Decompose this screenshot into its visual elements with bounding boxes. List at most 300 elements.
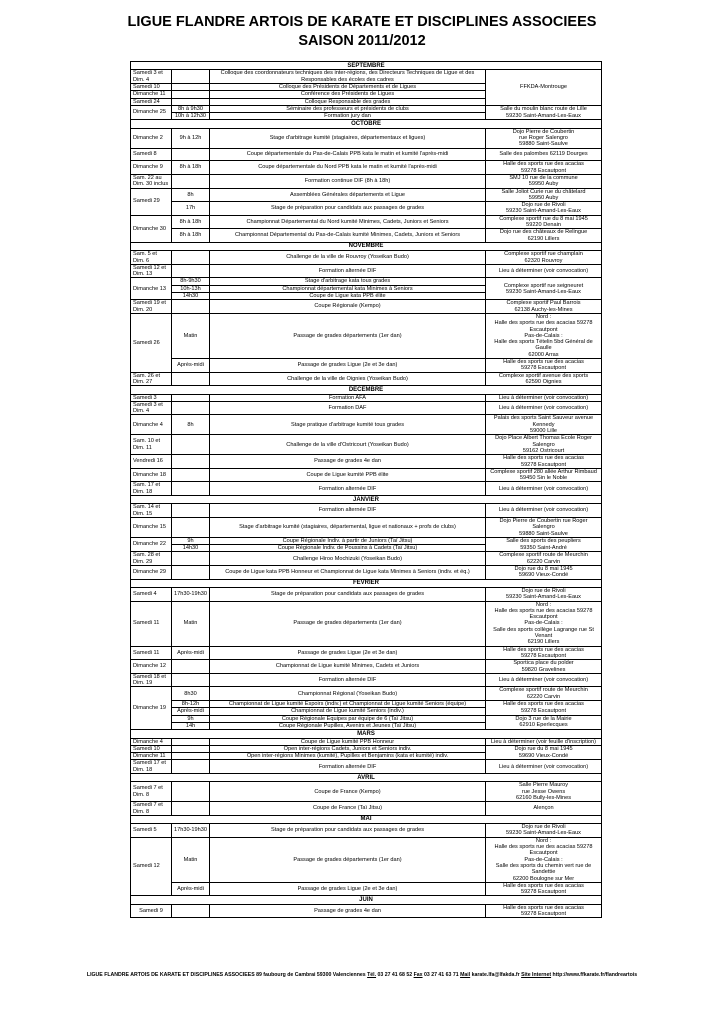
event-time: 17h30-19h30	[172, 587, 210, 601]
event-row	[131, 837, 602, 882]
month-header-row	[131, 815, 602, 823]
event-date: Dimanche 25	[131, 105, 172, 120]
event-time: 8h à 18h	[172, 215, 210, 229]
text-line: Halle des sports rue des acacias	[503, 359, 584, 365]
event-time	[172, 372, 210, 386]
event-row	[131, 229, 602, 243]
text-line: 59690 Vieux-Condé	[518, 752, 569, 759]
event-row	[131, 738, 602, 745]
event-activity: Formation jury dan	[210, 113, 486, 120]
text-line: 59880 Saint-Saulve	[519, 530, 568, 537]
event-location: Lieu à déterminer (voir convocation)	[486, 673, 602, 687]
month-header: MARS	[131, 730, 602, 738]
event-date: Sam. 22 au Dim. 30 inclus	[131, 174, 172, 188]
event-location: FFKDA-Montrouge	[486, 70, 602, 105]
event-location	[486, 745, 602, 760]
event-location	[486, 278, 602, 300]
event-location	[486, 700, 602, 715]
event-location: Salle des palombes 62119 Dourges	[486, 148, 602, 161]
footer-mail[interactable]: karate.lfa@lfakda.fr	[471, 972, 520, 978]
event-row	[131, 646, 602, 660]
event-location	[486, 215, 602, 229]
event-activity: Stage d'arbitrage kumité (stagiaires, départementaux et ligues)	[210, 128, 486, 148]
month-header: DECEMBRE	[131, 386, 602, 394]
event-time	[172, 455, 210, 469]
event-date: Samedi 19 et Dim. 20	[131, 300, 172, 314]
event-date: Sam. 28 et Dim. 29	[131, 552, 172, 566]
event-location	[486, 229, 602, 243]
event-date: Dimanche 15	[131, 517, 172, 537]
text-line: Dojo rue de Rivoli	[521, 587, 566, 594]
event-time	[172, 98, 210, 105]
event-time: 9h	[172, 537, 210, 544]
event-time	[172, 83, 210, 90]
text-line: Halle des sports rue des acacias 59278 Escautpont	[494, 844, 593, 857]
text-line: 62910 Eperlecques	[519, 722, 568, 729]
event-time	[172, 148, 210, 161]
text-line: 59162 Ostricourt	[522, 447, 565, 454]
event-location	[486, 837, 602, 882]
event-activity: Stage de préparation pour candidats aux passages de grades	[210, 202, 486, 216]
event-location	[486, 660, 602, 674]
event-row	[131, 782, 602, 802]
footer-tel: 03 27 41 68 52	[377, 972, 413, 978]
event-date: Sam. 17 et Dim. 18	[131, 482, 172, 496]
text-line: 59278 Escautpont	[520, 889, 567, 896]
event-activity: Open inter-régions Cadets, Juniors et Seniors indiv.	[210, 745, 486, 752]
event-time: 14h30	[172, 293, 210, 300]
text-line: Pas-de-Calais :	[524, 856, 563, 863]
event-row	[131, 760, 602, 774]
event-date: Samedi 10	[131, 745, 172, 752]
month-header: FEVRIER	[131, 579, 602, 587]
month-header: SEPTEMBRE	[131, 62, 602, 70]
event-location: Lieu à déterminer (voir convocation)	[486, 401, 602, 415]
text-line: Complexe sportif 280 allée Arthur Rimbaud	[490, 468, 597, 475]
event-activity: Coupe Régionale Indiv. à partir de Juniors (Taï Jitsu)	[210, 537, 486, 544]
event-activity: Passage de grades Ligue (2e et 3e dan)	[210, 359, 486, 373]
event-time	[172, 70, 210, 84]
text-line: 59278 Escautpont	[520, 652, 567, 659]
event-location	[486, 566, 602, 580]
footer-fax: 03 27 41 63 71	[423, 972, 459, 978]
event-activity: Championnat de Ligue kumité Espoirs (indiv.) et Championnat de Ligue kumité Seniors (équipe)	[210, 700, 486, 707]
event-time: 10h à 12h30	[172, 113, 210, 120]
event-row	[131, 394, 602, 401]
event-row	[131, 468, 602, 482]
event-activity: Passage de grades Ligue (2e et 3e dan)	[210, 882, 486, 896]
event-date: Samedi 4	[131, 587, 172, 601]
text-line: Salle des sports des peupliers	[506, 538, 581, 545]
event-row	[131, 482, 602, 496]
month-header-row	[131, 386, 602, 394]
event-row	[131, 188, 602, 202]
month-header-row	[131, 120, 602, 128]
event-date: Sam. 26 et Dim. 27	[131, 372, 172, 386]
event-date: Samedi 18 et Dim. 19	[131, 673, 172, 687]
event-time	[172, 738, 210, 745]
event-time	[172, 300, 210, 314]
event-activity: Championnat de Ligue kumité Minimes, Cadets et Juniors	[210, 660, 486, 674]
event-date: Dimanche 30	[131, 215, 172, 242]
season-title: SAISON 2011/2012	[298, 33, 426, 49]
event-activity: Formation alternée DIF	[210, 482, 486, 496]
event-time	[172, 174, 210, 188]
text-line: 59230 Saint-Amand-Les-Eaux	[506, 208, 581, 215]
event-activity: Formation alternée DIF	[210, 760, 486, 774]
text-line: 59690 Vieux-Condé	[518, 572, 569, 579]
event-row	[131, 601, 602, 646]
event-date: Samedi 24	[131, 98, 172, 105]
event-date: Samedi 3	[131, 394, 172, 401]
event-location: Lieu à déterminer (voir convocation)	[486, 504, 602, 518]
text-line: Salle des sports collège Lagrange rue St Venant	[493, 626, 594, 640]
event-activity: Open inter-régions Minimes (kumité), Pupilles et Benjamins (kata et kumité) indiv.	[210, 753, 486, 760]
event-row	[131, 566, 602, 580]
text-line: Dojo 3 rue de la Mairie	[515, 716, 572, 723]
text-line: Halle des sports rue des acacias	[503, 646, 584, 653]
footer-org: LIGUE FLANDRE ARTOIS DE KARATE ET DISCIPLINES ASSOCIEES 89 faubourg de Cambrai 59300 Valenciennes	[86, 972, 366, 978]
event-time: Après-midi	[172, 646, 210, 660]
event-location	[486, 882, 602, 896]
footer-site[interactable]: http://www.ffkarate.fr/flandreartois	[552, 972, 638, 978]
event-date: Dimanche 11	[131, 91, 172, 98]
text-line: Nord :	[535, 313, 552, 320]
month-header-row	[131, 774, 602, 782]
event-activity: Passage de grades 4e dan	[210, 904, 486, 918]
event-row	[131, 105, 602, 112]
month-header-row	[131, 896, 602, 904]
event-time: 8h à 9h30	[172, 105, 210, 112]
event-activity: Coupe de France (Taï Jitsu)	[210, 802, 486, 816]
event-date: Samedi 26	[131, 313, 172, 372]
event-time: Matin	[172, 837, 210, 882]
text-line: 59230 Saint-Amand-Les-Eaux	[506, 830, 581, 837]
event-location	[486, 415, 602, 435]
event-location	[486, 468, 602, 482]
event-activity: Passage de grades départements (1er dan)	[210, 313, 486, 358]
event-row	[131, 882, 602, 896]
text-line: 59220 Denain	[526, 222, 561, 229]
month-header-row	[131, 242, 602, 250]
calendar-table	[130, 61, 602, 918]
event-time: 17h	[172, 202, 210, 216]
month-header: JANVIER	[131, 495, 602, 503]
event-location	[486, 587, 602, 601]
event-time	[172, 660, 210, 674]
event-row	[131, 517, 602, 537]
event-activity: Coupe départementale du Pas-de-Calais PPB kata le matin et kumité l'après-midi	[210, 148, 486, 161]
text-line: 59230 Saint-Amand-Les-Eaux	[506, 594, 581, 601]
footer-site-label: Site Internet	[521, 972, 552, 978]
text-line: 59278 Escautpont	[520, 911, 567, 918]
text-line: 59230 Saint-Amand-Les-Eaux	[506, 288, 581, 295]
event-location	[486, 552, 602, 566]
text-line: Salle Joliot Curie rue du châtelard	[501, 188, 586, 195]
event-activity: Coupe de Ligue kumité PPB élite	[210, 468, 486, 482]
text-line: Sportica place du polder	[513, 660, 574, 667]
text-line: Dojo rue de Rivoli	[521, 824, 566, 831]
month-header: OCTOBRE	[131, 120, 602, 128]
event-location	[486, 359, 602, 373]
event-time: 8h-9h30	[172, 278, 210, 285]
event-time: 8h	[172, 415, 210, 435]
event-location	[486, 313, 602, 358]
text-line: 62190 Lillers	[527, 235, 560, 242]
text-line: 62200 Boulogne sur Mer	[512, 875, 575, 882]
text-line: Dojo Pierre de Coubertin rue Roger Salengro	[499, 517, 588, 531]
event-date: Dimanche 12	[131, 660, 172, 674]
event-location: Lieu à déterminer (voir convocation)	[486, 760, 602, 774]
event-location: Lieu à déterminer (voir feuille d'inscription)	[486, 738, 602, 745]
event-row	[131, 587, 602, 601]
event-location	[486, 202, 602, 216]
event-date: Samedi 7 et Dim. 8	[131, 802, 172, 816]
event-location	[486, 188, 602, 202]
text-line: Halle des sports rue des acacias	[503, 882, 584, 889]
event-activity: Formation alternée DIF	[210, 504, 486, 518]
event-activity: Colloque des Présidents de Départements et de Ligues	[210, 83, 486, 90]
event-row	[131, 264, 602, 278]
text-line: Palais des sports Saint Sauveur avenue Kennedy	[493, 415, 594, 428]
event-row	[131, 128, 602, 148]
event-activity: Coupe Régionale Pupilles, Avenirs et Jeunes (Taï Jitsu)	[210, 722, 486, 729]
month-header: JUIN	[131, 896, 602, 904]
event-activity: Championnat Départemental du Nord kumité Minimes, Cadets, Juniors et Seniors	[210, 215, 486, 229]
event-date: Dimanche 22	[131, 537, 172, 552]
event-activity: Coupe de Ligue kata PPB élite	[210, 293, 486, 300]
event-row	[131, 745, 602, 752]
event-activity: Passage de grades départements (1er dan)	[210, 837, 486, 882]
event-activity: Passage de grades Ligue (2e et 3e dan)	[210, 646, 486, 660]
event-activity: Séminaire des professeurs et présidents de clubs	[210, 105, 486, 112]
event-time: 8h	[172, 188, 210, 202]
event-date: Samedi 3 et Dim. 4	[131, 70, 172, 84]
event-activity: Championnat Départemental du Pas-de-Calais kumité Minimes, Cadets, Juniors et Seniors	[210, 229, 486, 243]
event-location	[486, 128, 602, 148]
event-activity: Stage pratique d'arbitrage kumité tous grades	[210, 415, 486, 435]
event-location	[486, 904, 602, 918]
text-line: rue Jesse Owens	[521, 788, 566, 795]
event-activity: Stage de préparation pour candidats aux passages de grades	[210, 587, 486, 601]
text-line: Complexe sportif rue seigneuret	[503, 282, 584, 289]
event-row	[131, 148, 602, 161]
event-row	[131, 70, 602, 84]
event-time	[172, 251, 210, 265]
event-location	[486, 251, 602, 265]
event-row	[131, 300, 602, 314]
event-time	[172, 760, 210, 774]
event-time	[172, 264, 210, 278]
event-row	[131, 660, 602, 674]
text-line: 62590 Oignies	[525, 378, 562, 385]
text-line: Complexe sportif avenue des sports	[498, 372, 589, 379]
event-row	[131, 700, 602, 707]
event-date: Sam. 14 et Dim. 15	[131, 504, 172, 518]
text-line: Dojo Place Albert Thomas Ecole Roger Salengro	[495, 435, 592, 448]
event-activity: Stage d'arbitrage kumité (stagiaires, départemental, ligue et nationaux + profs de clubs)	[210, 517, 486, 537]
event-date: Samedi 11	[131, 601, 172, 646]
text-line: 59820 Gravelines	[521, 666, 566, 673]
month-header-row	[131, 495, 602, 503]
event-activity: Coupe de France (Kempo)	[210, 782, 486, 802]
event-activity: Formation alternée DIF	[210, 264, 486, 278]
event-time	[172, 517, 210, 537]
event-row	[131, 401, 602, 415]
event-time: 8h à 18h	[172, 229, 210, 243]
event-time: 14h	[172, 722, 210, 729]
text-line: Complexe sportif Paul Barrois	[506, 300, 581, 307]
text-line: Pas-de-Calais :	[524, 332, 563, 339]
text-line: Halle des sports rue des acacias	[503, 904, 584, 911]
event-activity: Coupe Régionale Equipes par équipe de 6 (Taï Jitsu)	[210, 715, 486, 722]
event-location	[486, 455, 602, 469]
event-date: Dimanche 13	[131, 278, 172, 300]
event-activity: Passage de grades 4e dan	[210, 455, 486, 469]
event-row	[131, 904, 602, 918]
event-activity: Coupe Régionale Indiv. de Poussins à Cadets (Taï Jitsu)	[210, 545, 486, 552]
event-location: Lieu à déterminer (voir convocation)	[486, 482, 602, 496]
text-line: Dojo rue du 8 mai 1945	[514, 566, 573, 572]
event-activity: Passage de grades départements (1er dan)	[210, 601, 486, 646]
event-row	[131, 202, 602, 216]
event-location	[486, 372, 602, 386]
event-activity: Coupe de Ligue kata PPB Honneur et Championnat de Ligue kata Minimes à Seniors (indiv. et éq.)	[210, 566, 486, 580]
event-time	[172, 782, 210, 802]
event-time	[172, 753, 210, 760]
event-time: Après-midi	[172, 882, 210, 896]
footer-fax-label: Fax	[413, 972, 423, 978]
text-line: 59950 Auby	[528, 194, 559, 201]
text-line: Pas-de-Calais :	[524, 620, 563, 627]
event-row	[131, 278, 602, 285]
event-activity: Championnat de Ligue kumité Seniors (indiv.)	[210, 708, 486, 715]
text-line: Dojo rue des châteaux de Relingue	[499, 229, 588, 236]
event-row	[131, 504, 602, 518]
text-line: Salle Pierre Mauroy	[518, 782, 569, 789]
event-row	[131, 687, 602, 701]
text-line: Halle des sports rue des acacias 59278 Escautpont	[494, 607, 593, 621]
event-time: 17h30-19h30	[172, 824, 210, 838]
month-header: MAI	[131, 815, 602, 823]
event-date: Samedi 29	[131, 188, 172, 215]
event-location	[486, 435, 602, 455]
event-date: Samedi 5	[131, 824, 172, 838]
event-location: Alençon	[486, 802, 602, 816]
text-line: Nord :	[535, 837, 552, 844]
event-location	[486, 824, 602, 838]
event-date: Samedi 3 et Dim. 4	[131, 401, 172, 415]
event-time: 8h-12h	[172, 700, 210, 707]
text-line: 62190 Lillers	[527, 639, 560, 646]
event-row	[131, 415, 602, 435]
event-date: Dimanche 19	[131, 687, 172, 730]
event-location	[486, 517, 602, 537]
event-time: 10h-13h	[172, 285, 210, 292]
event-date: Samedi 8	[131, 148, 172, 161]
event-location	[486, 174, 602, 188]
event-activity: Colloque Responsable des grades	[210, 98, 486, 105]
event-activity: Coupe Régionale (Kempo)	[210, 300, 486, 314]
text-line: Dojo rue de Rivoli	[521, 202, 566, 209]
event-location	[486, 601, 602, 646]
text-line: Dojo Pierre de Coubertin	[512, 128, 575, 135]
event-time	[172, 745, 210, 752]
event-location	[486, 161, 602, 175]
month-header-row	[131, 62, 602, 70]
event-row	[131, 715, 602, 722]
event-activity: Stage de préparation pour candidats aux passages de grades	[210, 824, 486, 838]
event-row	[131, 552, 602, 566]
text-line: Salle du moulin blanc route de Lille	[500, 106, 587, 113]
footer	[0, 972, 724, 978]
event-date: Dimanche 4	[131, 415, 172, 435]
text-line: Dojo rue du 8 mai 1945	[514, 746, 573, 753]
event-activity: Challenge de la ville d'Ostricourt (Yoseikan Budo)	[210, 435, 486, 455]
event-date: Sam. 10 et Dim. 11	[131, 435, 172, 455]
event-row	[131, 251, 602, 265]
event-activity: Colloque des coordonnateurs techniques des inter-régions, des Directeurs Techniques de Ligue et des Responsables des écoles des cadres	[210, 70, 486, 84]
event-row	[131, 313, 602, 358]
event-date: Samedi 11	[131, 646, 172, 660]
event-location	[486, 715, 602, 730]
text-line: Complexe sportif rue champlain	[504, 251, 583, 258]
event-row	[131, 802, 602, 816]
text-line: 62160 Bully-les-Mines	[516, 794, 572, 801]
event-location	[486, 687, 602, 701]
event-location	[486, 646, 602, 660]
event-date: Dimanche 9	[131, 161, 172, 175]
event-location: Lieu à déterminer (voir convocation)	[486, 394, 602, 401]
event-time	[172, 435, 210, 455]
event-date: Dimanche 2	[131, 128, 172, 148]
event-date: Samedi 12 et Dim. 13	[131, 264, 172, 278]
event-time	[172, 482, 210, 496]
event-location	[486, 300, 602, 314]
event-date: Dimanche 18	[131, 468, 172, 482]
event-activity: Conférence des Présidents de Ligues	[210, 91, 486, 98]
event-location: Lieu à déterminer (voir convocation)	[486, 264, 602, 278]
event-date: Dimanche 4	[131, 738, 172, 745]
event-activity: Challenge Hiroo Mochizuki (Yoseikan Budo)	[210, 552, 486, 566]
event-date: Vendredi 16	[131, 455, 172, 469]
text-line: 59278 Escautpont	[520, 167, 567, 174]
event-activity: Championnat Régional (Yoseikan Budo)	[210, 687, 486, 701]
event-activity: Assemblées Générales départements et Ligue	[210, 188, 486, 202]
event-date: Samedi 9	[131, 904, 172, 918]
text-line: rue Roger Salengro	[519, 135, 568, 142]
text-line: Halle des sports Tételin 5bd Général de Gaulle	[494, 339, 593, 352]
text-line: 59278 Escautpont	[520, 707, 567, 714]
text-line: Halle des sports rue des acacias	[503, 701, 584, 708]
text-line: 62138 Auchy-les-Mines	[514, 306, 573, 313]
event-time	[172, 673, 210, 687]
event-time: 9h à 12h	[172, 128, 210, 148]
footer-mail-label: Mail	[460, 972, 471, 978]
event-time: 8h30	[172, 687, 210, 701]
document-title: LIGUE FLANDRE ARTOIS DE KARATE ET DISCIPLINES ASSOCIEES	[127, 14, 597, 30]
event-row	[131, 161, 602, 175]
month-header: NOVEMBRE	[131, 242, 602, 250]
event-time	[172, 566, 210, 580]
event-row	[131, 359, 602, 373]
event-date: Samedi 12	[131, 837, 172, 896]
text-line: Nord :	[535, 601, 552, 608]
text-line: 59950 Auby	[528, 181, 559, 188]
event-time	[172, 904, 210, 918]
event-activity: Formation alternée DIF	[210, 673, 486, 687]
event-activity: Coupe départementale du Nord PPB kata le matin et kumité l'après-midi	[210, 161, 486, 175]
